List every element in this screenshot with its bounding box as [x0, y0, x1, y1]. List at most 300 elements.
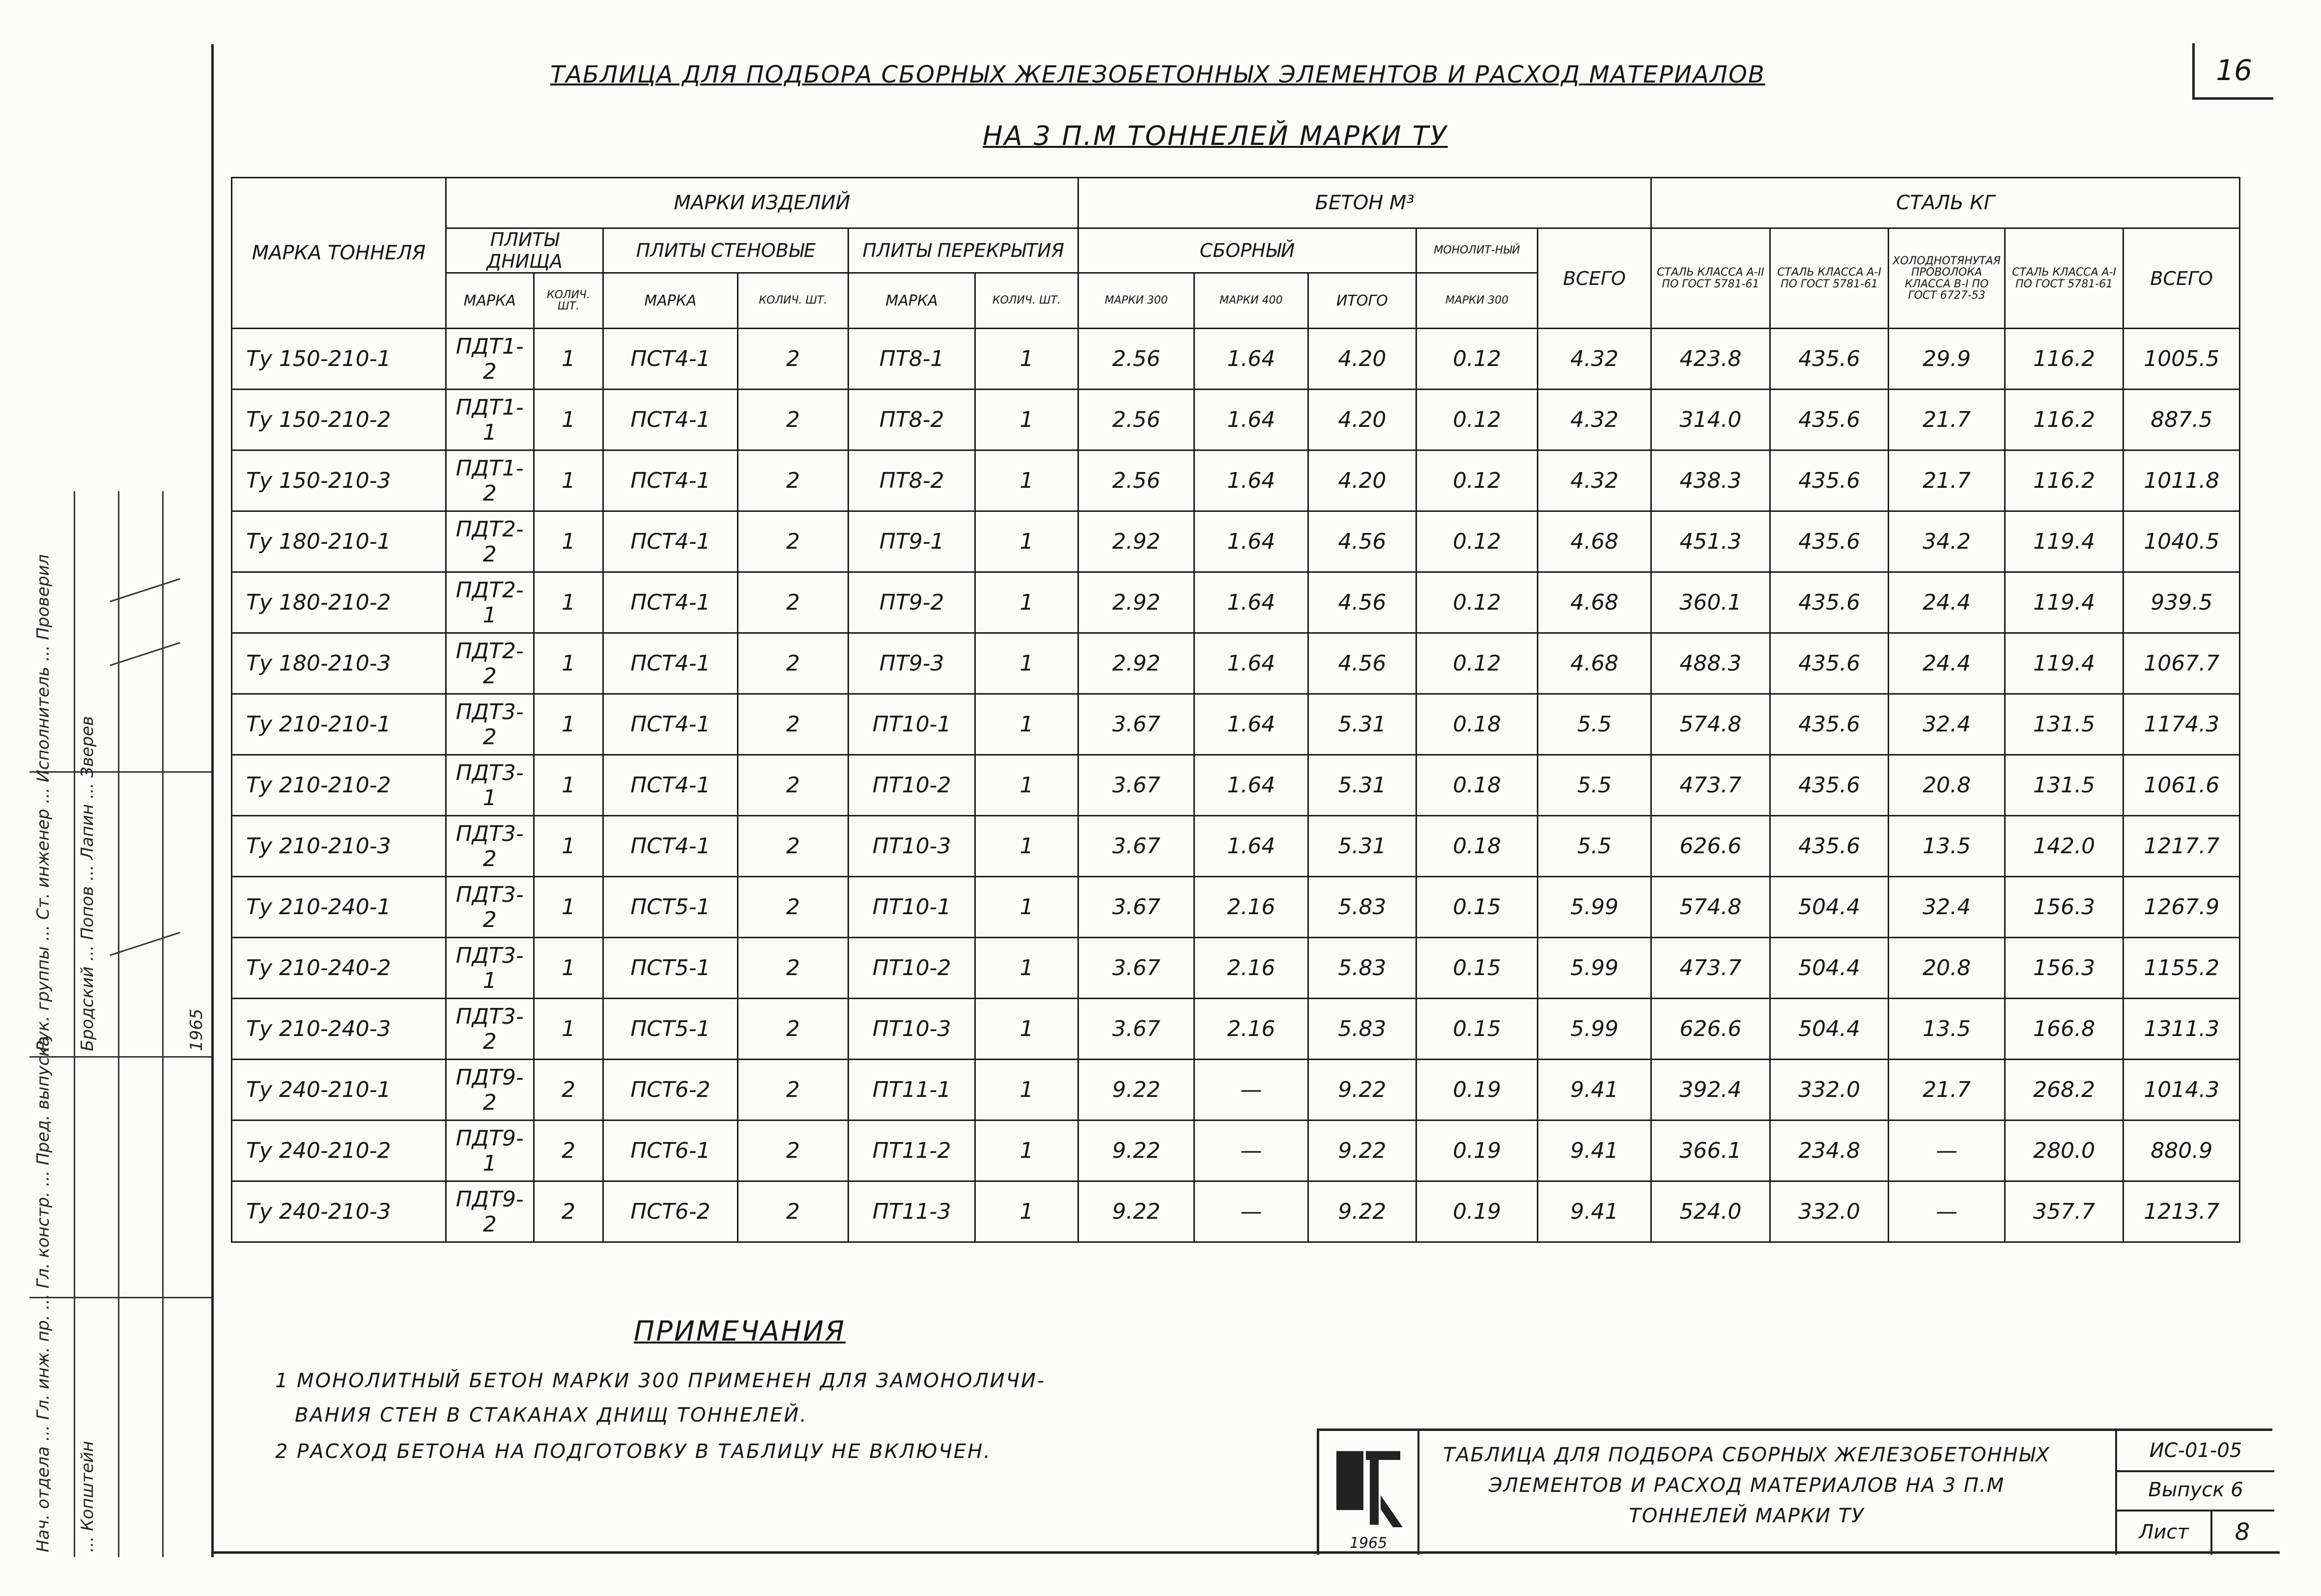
table-cell: 366.1: [1651, 1120, 1770, 1181]
table-cell: 392.4: [1651, 1060, 1770, 1120]
table-cell: 2.56: [1078, 450, 1194, 511]
table-cell: 1174.3: [2123, 694, 2240, 755]
table-cell: 20.8: [1889, 938, 2005, 999]
table-cell: 2: [737, 816, 849, 877]
table-cell: 13.5: [1889, 999, 2005, 1060]
table-cell: 0.12: [1416, 511, 1538, 572]
table-cell: 504.4: [1770, 999, 1889, 1060]
table-row: [232, 755, 2240, 816]
tunnel-mark-cell: Ту 210-240-3: [232, 999, 446, 1060]
header-items-group: МАРКИ ИЗДЕЛИЙ: [446, 178, 1078, 228]
table-cell: 438.3: [1651, 450, 1770, 511]
table-cell: 626.6: [1651, 816, 1770, 877]
table-cell: 1: [534, 572, 603, 633]
table-cell: 1: [534, 938, 603, 999]
table-cell: 4.32: [1538, 450, 1651, 511]
table-cell: 131.5: [2005, 755, 2123, 816]
table-cell: —: [1889, 1181, 2005, 1242]
tunnel-mark-cell: Ту 210-240-2: [232, 938, 446, 999]
table-cell: 1.64: [1194, 755, 1308, 816]
table-cell: ПСТ6-1: [603, 1120, 737, 1181]
table-cell: 119.4: [2005, 633, 2123, 694]
table-row: [232, 450, 2240, 511]
table-cell: ПДТ1-2: [446, 329, 534, 390]
table-cell: 0.18: [1416, 755, 1538, 816]
table-row: [232, 1120, 2240, 1181]
strip-divider: [29, 1056, 211, 1058]
header-tunnel-mark: МАРКА ТОННЕЛЯ: [232, 178, 446, 329]
title-block-line-1: ТАБЛИЦА ДЛЯ ПОДБОРА СБОРНЫХ ЖЕЛЕЗОБЕТОННЫХ: [1443, 1444, 2050, 1466]
table-cell: 1: [975, 938, 1078, 999]
table-cell: 21.7: [1889, 1060, 2005, 1120]
header-steel-group: СТАЛЬ КГ: [1651, 178, 2240, 228]
table-cell: 435.6: [1770, 694, 1889, 755]
table-cell: 0.18: [1416, 694, 1538, 755]
table-cell: 2: [737, 329, 849, 390]
table-cell: 1: [534, 633, 603, 694]
title-block: [1317, 1428, 2272, 1555]
table-cell: ПСТ4-1: [603, 572, 737, 633]
signature-strip: [29, 491, 211, 1557]
table-cell: ПТ10-2: [849, 755, 975, 816]
issue-number: Выпуск 6: [2117, 1470, 2274, 1512]
table-cell: 3.67: [1078, 877, 1194, 938]
table-cell: 2: [737, 694, 849, 755]
table-cell: 1: [534, 816, 603, 877]
table-cell: —: [1889, 1120, 2005, 1181]
table-cell: 1061.6: [2123, 755, 2240, 816]
doc-code: ИС-01-05: [2117, 1431, 2274, 1472]
table-cell: 1.64: [1194, 816, 1308, 877]
table-row: [232, 329, 2240, 390]
table-cell: 1267.9: [2123, 877, 2240, 938]
table-cell: 116.2: [2005, 390, 2123, 450]
table-cell: 0.19: [1416, 1060, 1538, 1120]
table-cell: 156.3: [2005, 877, 2123, 938]
table-cell: 2: [737, 390, 849, 450]
header-steel-a2: СТАЛЬ КЛАССА А-II ПО ГОСТ 5781-61: [1651, 228, 1770, 329]
table-cell: 1: [975, 511, 1078, 572]
table-cell: ПТ10-3: [849, 816, 975, 877]
table-cell: 1: [534, 390, 603, 450]
table-cell: 131.5: [2005, 694, 2123, 755]
table-cell: 332.0: [1770, 1181, 1889, 1242]
table-cell: ПТ9-3: [849, 633, 975, 694]
table-cell: 435.6: [1770, 572, 1889, 633]
table-cell: ПДТ2-2: [446, 511, 534, 572]
table-cell: 1213.7: [2123, 1181, 2240, 1242]
table-cell: 574.8: [1651, 877, 1770, 938]
table-row: [232, 999, 2240, 1060]
table-cell: 2.92: [1078, 572, 1194, 633]
page-title: ТАБЛИЦА ДЛЯ ПОДБОРА СБОРНЫХ ЖЕЛЕЗОБЕТОННЫХ ЭЛЕМЕНТОВ И РАСХОД МАТЕРИАЛОВ: [550, 61, 1765, 88]
tunnel-mark-cell: Ту 150-210-3: [232, 450, 446, 511]
table-cell: 4.68: [1538, 633, 1651, 694]
table-cell: ПТ8-1: [849, 329, 975, 390]
table-cell: ПСТ5-1: [603, 999, 737, 1060]
signature-mark: [110, 578, 180, 602]
table-cell: 4.20: [1308, 450, 1416, 511]
table-cell: 2: [534, 1060, 603, 1120]
table-cell: 29.9: [1889, 329, 2005, 390]
table-cell: 1.64: [1194, 694, 1308, 755]
table-cell: 2.56: [1078, 390, 1194, 450]
table-cell: 435.6: [1770, 755, 1889, 816]
table-cell: 4.32: [1538, 329, 1651, 390]
header-floor-qty: КОЛИЧ. ШТ.: [534, 273, 603, 329]
table-row: [232, 390, 2240, 450]
table-cell: 574.8: [1651, 694, 1770, 755]
title-block-text: [1427, 1440, 2066, 1531]
table-cell: 1014.3: [2123, 1060, 2240, 1120]
table-cell: 119.4: [2005, 511, 2123, 572]
table-cell: ПСТ6-2: [603, 1060, 737, 1120]
table-cell: 5.5: [1538, 816, 1651, 877]
table-cell: 21.7: [1889, 390, 2005, 450]
table-cell: 435.6: [1770, 633, 1889, 694]
header-concrete-total: ВСЕГО: [1538, 228, 1651, 329]
table-cell: 5.99: [1538, 999, 1651, 1060]
table-row: [232, 877, 2240, 938]
table-cell: 1011.8: [2123, 450, 2240, 511]
tunnel-mark-cell: Ту 240-210-1: [232, 1060, 446, 1120]
header-mono-300: МАРКИ 300: [1416, 273, 1538, 329]
tunnel-mark-cell: Ту 180-210-1: [232, 511, 446, 572]
table-cell: 0.18: [1416, 816, 1538, 877]
table-cell: 2: [737, 572, 849, 633]
table-row: [232, 572, 2240, 633]
table-cell: ПТ10-1: [849, 877, 975, 938]
table-cell: ПДТ1-2: [446, 450, 534, 511]
table-cell: 435.6: [1770, 511, 1889, 572]
sheet-no: 8: [2235, 1518, 2250, 1546]
table-cell: 21.7: [1889, 450, 2005, 511]
table-cell: 2: [737, 1181, 849, 1242]
tunnel-mark-cell: Ту 210-210-3: [232, 816, 446, 877]
header-wall-slabs: ПЛИТЫ СТЕНОВЫЕ: [603, 228, 849, 273]
table-cell: 5.5: [1538, 694, 1651, 755]
table-cell: 1040.5: [2123, 511, 2240, 572]
table-cell: 0.15: [1416, 877, 1538, 938]
table-cell: ПДТ3-2: [446, 694, 534, 755]
table-cell: 0.15: [1416, 999, 1538, 1060]
tunnel-mark-cell: Ту 210-210-1: [232, 694, 446, 755]
table-cell: 3.67: [1078, 816, 1194, 877]
table-cell: 435.6: [1770, 816, 1889, 877]
table-cell: 9.41: [1538, 1181, 1651, 1242]
table-cell: 435.6: [1770, 329, 1889, 390]
strip-year: 1965: [187, 1008, 206, 1051]
table-cell: 1067.7: [2123, 633, 2240, 694]
table-cell: 2: [737, 633, 849, 694]
header-floor-mark: МАРКА: [446, 273, 534, 329]
strip-divider: [29, 1297, 211, 1298]
table-cell: 504.4: [1770, 877, 1889, 938]
strip-divider: [29, 771, 211, 773]
table-cell: 268.2: [2005, 1060, 2123, 1120]
table-cell: 1155.2: [2123, 938, 2240, 999]
table-cell: 32.4: [1889, 877, 2005, 938]
table-cell: 5.99: [1538, 877, 1651, 938]
table-cell: 5.83: [1308, 938, 1416, 999]
table-cell: 626.6: [1651, 999, 1770, 1060]
table-cell: 1: [975, 633, 1078, 694]
table-cell: 0.12: [1416, 450, 1538, 511]
page-subtitle: НА 3 П.М ТОННЕЛЕЙ МАРКИ ТУ: [983, 120, 1448, 151]
table-cell: 32.4: [1889, 694, 2005, 755]
table-row: [232, 938, 2240, 999]
table-cell: 0.15: [1416, 938, 1538, 999]
table-cell: 1: [975, 450, 1078, 511]
table-cell: 9.22: [1078, 1120, 1194, 1181]
table-cell: 1: [534, 450, 603, 511]
table-cell: 524.0: [1651, 1181, 1770, 1242]
table-cell: 5.5: [1538, 755, 1651, 816]
table-cell: 2: [737, 999, 849, 1060]
table-cell: 1: [975, 877, 1078, 938]
table-cell: 2: [737, 1120, 849, 1181]
table-cell: 1311.3: [2123, 999, 2240, 1060]
materials-table: [231, 177, 2240, 1243]
table-cell: ПСТ4-1: [603, 329, 737, 390]
table-cell: 2: [534, 1120, 603, 1181]
sheet-cell: [2117, 1510, 2274, 1555]
table-cell: 1: [975, 1060, 1078, 1120]
table-cell: 4.56: [1308, 511, 1416, 572]
header-steel-wire: ХОЛОДНОТЯНУТАЯ ПРОВОЛОКА КЛАССА В-I ПО ГОСТ 6727-53: [1889, 228, 2005, 329]
table-cell: 20.8: [1889, 755, 2005, 816]
table-cell: ПТ10-3: [849, 999, 975, 1060]
table-row: [232, 633, 2240, 694]
logo-mark-icon: [1331, 1446, 1405, 1540]
table-cell: 3.67: [1078, 755, 1194, 816]
table-cell: 2.92: [1078, 511, 1194, 572]
logo-year: 1965: [1349, 1535, 1387, 1552]
header-monolithic: МОНОЛИТ-НЫЙ: [1416, 228, 1538, 273]
institute-logo: [1319, 1431, 1419, 1555]
table-cell: 119.4: [2005, 572, 2123, 633]
table-cell: 4.68: [1538, 572, 1651, 633]
table-cell: 423.8: [1651, 329, 1770, 390]
tunnel-mark-cell: Ту 240-210-2: [232, 1120, 446, 1181]
strip-divider: [118, 491, 119, 1557]
table-cell: 451.3: [1651, 511, 1770, 572]
table-cell: 234.8: [1770, 1120, 1889, 1181]
header-wall-mark: МАРКА: [603, 273, 737, 329]
table-cell: 1: [975, 694, 1078, 755]
table-cell: ПДТ2-2: [446, 633, 534, 694]
table-cell: 3.67: [1078, 938, 1194, 999]
table-cell: 9.22: [1308, 1181, 1416, 1242]
table-cell: 0.19: [1416, 1120, 1538, 1181]
strip-col-1: Нач. отдела ... Гл. инж. пр. ... Гл. констр. ... Пред. выпуска: [33, 1036, 53, 1552]
strip-divider: [74, 491, 75, 1557]
table-cell: 2: [737, 511, 849, 572]
table-cell: 2: [534, 1181, 603, 1242]
table-cell: 0.12: [1416, 633, 1538, 694]
table-cell: 2.56: [1078, 329, 1194, 390]
table-cell: 0.19: [1416, 1181, 1538, 1242]
table-cell: 1: [975, 999, 1078, 1060]
table-cell: ПТ10-2: [849, 938, 975, 999]
table-cell: 360.1: [1651, 572, 1770, 633]
table-cell: ПСТ5-1: [603, 877, 737, 938]
table-cell: 1217.7: [2123, 816, 2240, 877]
tunnel-mark-cell: Ту 210-240-1: [232, 877, 446, 938]
table-cell: ПСТ4-1: [603, 755, 737, 816]
sheet-number: 16: [2192, 43, 2273, 100]
table-cell: 1.64: [1194, 511, 1308, 572]
table-cell: ПСТ4-1: [603, 694, 737, 755]
table-cell: 1005.5: [2123, 329, 2240, 390]
table-cell: 0.12: [1416, 572, 1538, 633]
header-precast: СБОРНЫЙ: [1078, 228, 1416, 273]
table-cell: ПТ11-2: [849, 1120, 975, 1181]
table-cell: 880.9: [2123, 1120, 2240, 1181]
table-cell: 0.12: [1416, 390, 1538, 450]
table-cell: 2.92: [1078, 633, 1194, 694]
table-cell: 1: [975, 1120, 1078, 1181]
table-cell: 435.6: [1770, 450, 1889, 511]
table-cell: 3.67: [1078, 694, 1194, 755]
table-cell: 0.12: [1416, 329, 1538, 390]
table-cell: 357.7: [2005, 1181, 2123, 1242]
tunnel-mark-cell: Ту 150-210-2: [232, 390, 446, 450]
table-cell: —: [1194, 1060, 1308, 1120]
table-cell: 4.20: [1308, 390, 1416, 450]
table-cell: 1.64: [1194, 572, 1308, 633]
table-cell: 34.2: [1889, 511, 2005, 572]
table-cell: 5.99: [1538, 938, 1651, 999]
table-cell: ПДТ2-1: [446, 572, 534, 633]
table-cell: 9.41: [1538, 1060, 1651, 1120]
table-cell: 116.2: [2005, 329, 2123, 390]
table-cell: ПСТ4-1: [603, 450, 737, 511]
note-2: 2 РАСХОД БЕТОНА НА ПОДГОТОВКУ В ТАБЛИЦУ НЕ ВКЛЮЧЕН.: [275, 1440, 991, 1463]
table-cell: 1.64: [1194, 329, 1308, 390]
header-wall-qty: КОЛИЧ. ШТ.: [737, 273, 849, 329]
table-cell: 4.68: [1538, 511, 1651, 572]
table-cell: 1: [975, 572, 1078, 633]
table-cell: 280.0: [2005, 1120, 2123, 1181]
table-cell: 156.3: [2005, 938, 2123, 999]
table-cell: 13.5: [1889, 816, 2005, 877]
table-row: [232, 1060, 2240, 1120]
table-cell: 1: [534, 329, 603, 390]
table-cell: 1: [534, 694, 603, 755]
table-cell: 435.6: [1770, 390, 1889, 450]
table-cell: 1: [534, 511, 603, 572]
table-row: [232, 511, 2240, 572]
table-row: [232, 816, 2240, 877]
table-cell: 142.0: [2005, 816, 2123, 877]
header-steel-total: ВСЕГО: [2123, 228, 2240, 329]
table-cell: ПСТ4-1: [603, 816, 737, 877]
header-subtotal: ИТОГО: [1308, 273, 1416, 329]
table-cell: ПСТ6-2: [603, 1181, 737, 1242]
table-cell: 9.22: [1078, 1181, 1194, 1242]
table-cell: ПТ8-2: [849, 390, 975, 450]
table-cell: 5.31: [1308, 816, 1416, 877]
table-cell: 332.0: [1770, 1060, 1889, 1120]
note-1-line-2: ВАНИЯ СТЕН В СТАКАНАХ ДНИЩ ТОННЕЛЕЙ.: [295, 1404, 808, 1427]
table-cell: 1: [975, 1181, 1078, 1242]
table-cell: ПДТ1-1: [446, 390, 534, 450]
table-cell: 9.22: [1078, 1060, 1194, 1120]
header-roof-mark: МАРКА: [849, 273, 975, 329]
table-cell: 488.3: [1651, 633, 1770, 694]
tunnel-mark-cell: Ту 180-210-2: [232, 572, 446, 633]
title-block-codes: [2115, 1431, 2274, 1555]
table-cell: ПСТ5-1: [603, 938, 737, 999]
table-cell: 1: [975, 329, 1078, 390]
table-cell: 5.31: [1308, 755, 1416, 816]
table-cell: 1: [975, 816, 1078, 877]
header-steel-a1: СТАЛЬ КЛАССА А-I ПО ГОСТ 5781-61: [1770, 228, 1889, 329]
strip-divider: [162, 491, 164, 1557]
table-cell: 2: [737, 450, 849, 511]
table-cell: 1: [534, 755, 603, 816]
table-cell: 504.4: [1770, 938, 1889, 999]
table-cell: 887.5: [2123, 390, 2240, 450]
table-cell: 9.22: [1308, 1120, 1416, 1181]
table-cell: 2: [737, 877, 849, 938]
notes-title: ПРИМЕЧАНИЯ: [634, 1316, 846, 1347]
table-cell: 2: [737, 1060, 849, 1120]
header-concrete-group: БЕТОН М³: [1078, 178, 1651, 228]
table-cell: 5.83: [1308, 999, 1416, 1060]
header-roof-qty: КОЛИЧ. ШТ.: [975, 273, 1078, 329]
table-cell: ПДТ3-1: [446, 755, 534, 816]
tunnel-mark-cell: Ту 180-210-3: [232, 633, 446, 694]
table-cell: ПТ9-1: [849, 511, 975, 572]
table-cell: ПТ10-1: [849, 694, 975, 755]
tunnel-mark-cell: Ту 210-210-2: [232, 755, 446, 816]
table-cell: 24.4: [1889, 572, 2005, 633]
table-cell: 24.4: [1889, 633, 2005, 694]
table-cell: 939.5: [2123, 572, 2240, 633]
table-cell: 5.83: [1308, 877, 1416, 938]
table-cell: 4.20: [1308, 329, 1416, 390]
table-row: [232, 694, 2240, 755]
header-grade-400: МАРКИ 400: [1194, 273, 1308, 329]
table-cell: 4.56: [1308, 633, 1416, 694]
signature-mark: [110, 642, 180, 666]
table-cell: 166.8: [2005, 999, 2123, 1060]
table-cell: 473.7: [1651, 938, 1770, 999]
tunnel-mark-cell: Ту 240-210-3: [232, 1181, 446, 1242]
table-cell: 116.2: [2005, 450, 2123, 511]
table-cell: 314.0: [1651, 390, 1770, 450]
table-cell: —: [1194, 1181, 1308, 1242]
note-1-line-1: 1 МОНОЛИТНЫЙ БЕТОН МАРКИ 300 ПРИМЕНЕН ДЛЯ ЗАМОНОЛИЧИ-: [275, 1370, 1046, 1392]
table-cell: ПДТ3-2: [446, 877, 534, 938]
header-floor-slabs: ПЛИТЫ ДНИЩА: [446, 228, 603, 273]
table-cell: 1: [975, 390, 1078, 450]
table-cell: ПДТ9-1: [446, 1120, 534, 1181]
title-block-line-2: ЭЛЕМЕНТОВ И РАСХОД МАТЕРИАЛОВ НА 3 П.М: [1488, 1474, 2005, 1497]
table-cell: 1.64: [1194, 450, 1308, 511]
frame-left-border: [211, 44, 214, 1557]
header-steel-a1b: СТАЛЬ КЛАССА А-I ПО ГОСТ 5781-61: [2005, 228, 2123, 329]
title-block-line-3: ТОННЕЛЕЙ МАРКИ ТУ: [1629, 1505, 1865, 1527]
table-cell: 1: [534, 999, 603, 1060]
table-cell: 1.64: [1194, 390, 1308, 450]
strip-col-2: ... Копштейн: [78, 1441, 97, 1552]
table-cell: 3.67: [1078, 999, 1194, 1060]
table-cell: ПДТ9-2: [446, 1181, 534, 1242]
table-cell: ПТ8-2: [849, 450, 975, 511]
